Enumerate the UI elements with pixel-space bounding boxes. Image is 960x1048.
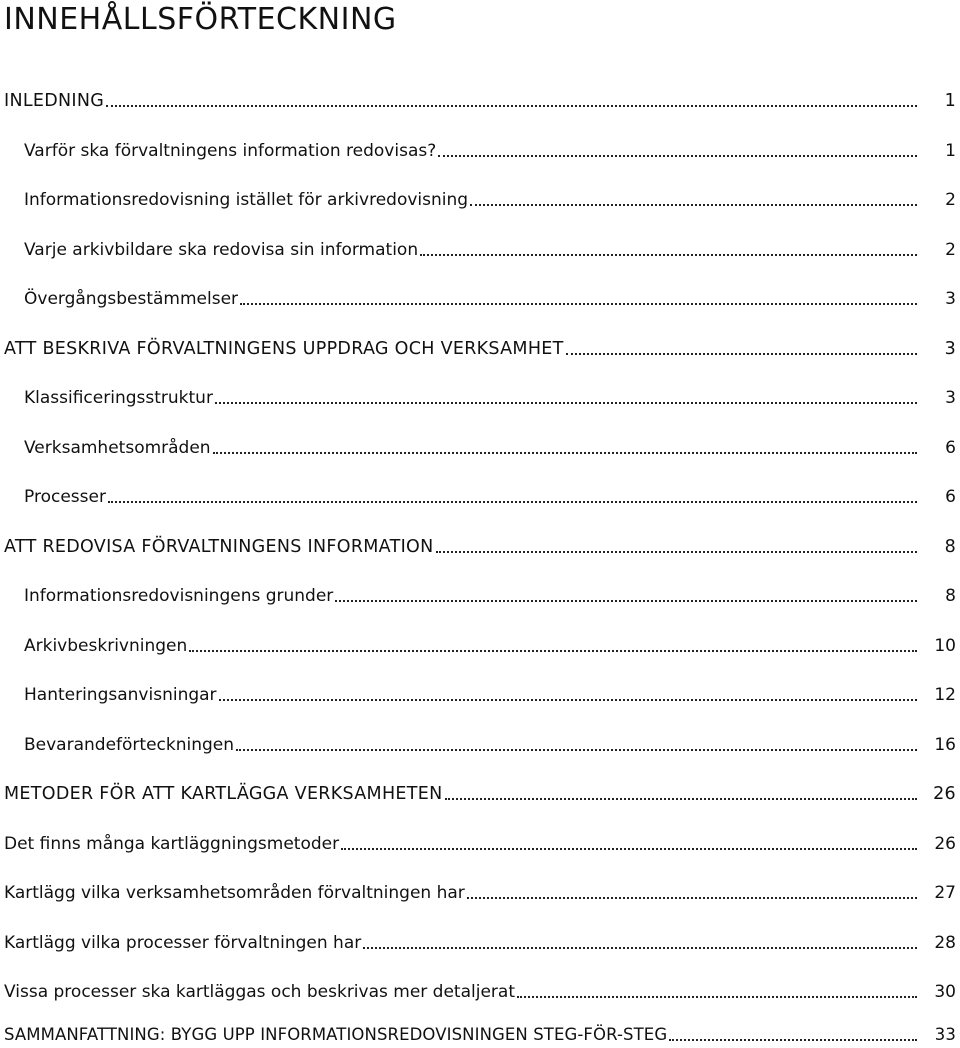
toc-entry-label: Varje arkivbildare ska redovisa sin information xyxy=(24,240,419,260)
toc-entry[interactable] xyxy=(4,1020,960,1046)
toc-title: INNEHÅLLSFÖRTECKNING xyxy=(4,2,397,37)
dot-leader xyxy=(219,698,917,701)
toc-entry-page: 12 xyxy=(934,685,956,705)
toc-entry-page: 2 xyxy=(945,240,956,260)
toc-entry-label: METODER FÖR ATT KARTLÄGGA VERKSAMHETEN xyxy=(4,784,443,804)
toc-entry-page: 26 xyxy=(934,834,956,854)
toc-entry-label: Informationsredovisningens grunder xyxy=(24,586,334,606)
toc-entry-label: Kartlägg vilka verksamhetsområden förvaltningen har xyxy=(4,883,465,903)
dot-leader xyxy=(106,104,917,107)
dot-leader xyxy=(335,599,917,602)
toc-entry-page: 26 xyxy=(933,784,956,804)
toc-entry-label: Verksamhetsområden xyxy=(24,438,211,458)
toc-entry[interactable] xyxy=(24,284,960,310)
toc-entry[interactable] xyxy=(24,631,960,657)
toc-entry[interactable] xyxy=(4,86,960,112)
toc-entry[interactable] xyxy=(4,878,960,904)
toc-entry-page: 10 xyxy=(934,636,956,656)
toc-entry-label: Hanteringsanvisningar xyxy=(24,685,217,705)
toc-entry[interactable] xyxy=(24,185,960,211)
toc-entry[interactable] xyxy=(24,680,960,706)
dot-leader xyxy=(467,896,917,899)
toc-entry-label: INLEDNING xyxy=(4,91,105,111)
toc-entry-page: 28 xyxy=(934,933,956,953)
toc-entry-label: ATT BESKRIVA FÖRVALTNINGENS UPPDRAG OCH VERKSAMHET xyxy=(4,339,564,359)
toc-entry-page: 30 xyxy=(934,982,956,1002)
dot-leader xyxy=(215,401,917,404)
dot-leader xyxy=(363,946,917,949)
dot-leader xyxy=(445,797,918,800)
toc-entry-page: 6 xyxy=(945,438,956,458)
toc-entry[interactable] xyxy=(4,334,960,360)
dot-leader xyxy=(517,995,917,998)
toc-entry[interactable] xyxy=(4,928,960,954)
dot-leader xyxy=(669,1038,917,1041)
toc-entry-label: ATT REDOVISA FÖRVALTNINGENS INFORMATION xyxy=(4,537,434,557)
dot-leader xyxy=(470,203,917,206)
toc-entry[interactable] xyxy=(4,977,960,1003)
toc-entry-label: Bevarandeförteckningen xyxy=(24,735,235,755)
toc-entry-page: 27 xyxy=(934,883,956,903)
dot-leader xyxy=(438,154,917,157)
toc-entry[interactable] xyxy=(24,235,960,261)
dot-leader xyxy=(420,253,917,256)
toc-entry-page: 1 xyxy=(945,141,956,161)
toc-entry[interactable] xyxy=(24,581,960,607)
toc-entry-label: Informationsredovisning istället för arkivredovisning xyxy=(24,190,469,210)
toc-entry-page: 3 xyxy=(945,289,956,309)
dot-leader xyxy=(236,748,917,751)
toc-entry-label: Arkivbeskrivningen xyxy=(24,636,188,656)
toc-entry[interactable] xyxy=(4,532,960,558)
toc-entry-page: 6 xyxy=(945,487,956,507)
toc-entry-page: 3 xyxy=(944,339,956,359)
toc-entry-label: SAMMANFATTNING: BYGG UPP INFORMATIONSREDOVISNINGEN STEG-FÖR-STEG xyxy=(4,1025,668,1044)
toc-entry[interactable] xyxy=(4,829,960,855)
toc-entry-page: 16 xyxy=(934,735,956,755)
dot-leader xyxy=(189,649,917,652)
dot-leader xyxy=(566,352,917,355)
toc-entry-label: Klassificeringsstruktur xyxy=(24,388,213,408)
toc-entry-page: 8 xyxy=(944,537,956,557)
toc-entry-label: Övergångsbestämmelser xyxy=(24,289,239,309)
dot-leader xyxy=(341,847,917,850)
toc-entry-page: 3 xyxy=(945,388,956,408)
toc-entry-label: Det finns många kartläggningsmetoder xyxy=(4,834,340,854)
toc-entry-label: Kartlägg vilka processer förvaltningen har xyxy=(4,933,362,953)
toc-entry[interactable] xyxy=(4,779,960,805)
dot-leader xyxy=(213,451,917,454)
toc-entry-label: Processer xyxy=(24,487,106,507)
toc-entry[interactable] xyxy=(24,383,960,409)
toc-entry[interactable] xyxy=(24,433,960,459)
toc-entry-label: Varför ska förvaltningens information redovisas? xyxy=(24,141,437,161)
toc-entry[interactable] xyxy=(24,482,960,508)
toc-entry[interactable] xyxy=(24,730,960,756)
dot-leader xyxy=(240,302,917,305)
toc-entry-page: 33 xyxy=(934,1025,956,1044)
toc-entry-label: Vissa processer ska kartläggas och beskrivas mer detaljerat xyxy=(4,982,515,1002)
toc-entry-page: 2 xyxy=(945,190,956,210)
toc-entry[interactable] xyxy=(24,136,960,162)
dot-leader xyxy=(436,550,917,553)
toc-entry-page: 8 xyxy=(945,586,956,606)
toc-entry-page: 1 xyxy=(944,91,956,111)
dot-leader xyxy=(108,500,917,503)
